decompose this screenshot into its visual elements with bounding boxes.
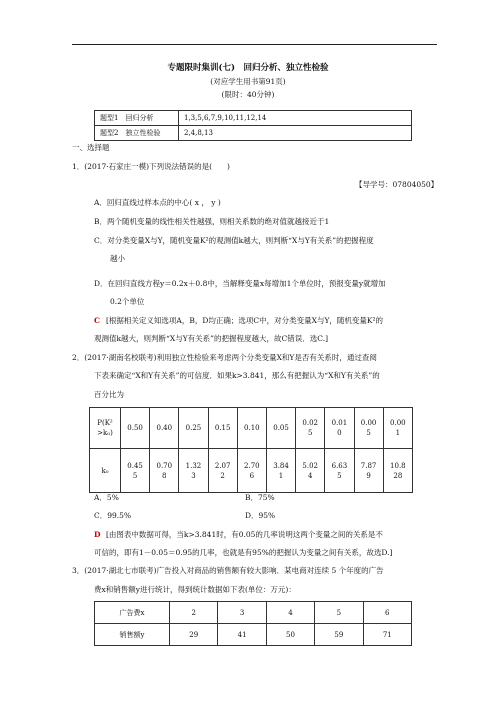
table-cell: 2 [170, 602, 218, 624]
table-cell: 0.05 [266, 408, 295, 449]
advertising-sales-table [94, 601, 412, 646]
table-cell: 0.45 5 [121, 449, 150, 493]
q3-stem-line1: 3．(2017·湖北七市联考)广告投入对商品的销售额有较大影响．某电商对连续 5 个年度的广告 [72, 566, 384, 575]
table-row [90, 449, 413, 493]
table-row [90, 408, 413, 449]
q1-answer-line1: [根据相关定义知选项A，B，D均正确；选项C中，对分类变量X与Y，随机变量K²的 [106, 316, 384, 325]
q2-stem-line2: 下表来确定“X和Y有关系”的可信度．如果k>3.841，那么有把握认为“X和Y有关系”的 [94, 371, 380, 380]
table-cell: 7.87 9 [354, 449, 383, 493]
table-cell: 0.25 [179, 408, 208, 449]
table-cell: 0.00 1 [383, 408, 412, 449]
section-heading: 一、选择题 [72, 143, 110, 152]
q1-option-d-line1: D．在回归直线方程y＝0.2x＋0.8中，当解释变量x每增加1个单位时，预报变量y就增加 [94, 279, 386, 288]
q3-stem-line2: 费x和销售额y进行统计，得到统计数据如下表(单位：万元)： [94, 585, 296, 594]
row-header-k0: k₀ [90, 449, 121, 493]
table-cell: 3 [218, 602, 266, 624]
q1-option-a: A．回归直线过样本点的中心( x ， y ) [94, 198, 221, 207]
q2-option-b: B．75% [245, 493, 275, 502]
q1-answer-line2: 观测值k越大，则判断“X与Y有关系”的把握程度越大，故C错误．选C.] [94, 334, 329, 343]
q1-option-b: B．两个随机变量的线性相关性越强，则相关系数的绝对值就越接近于1 [94, 217, 330, 226]
row-header-probability [90, 408, 121, 449]
type-items: 1,3,5,6,7,9,10,11,12,14 [179, 111, 412, 126]
table-cell: 0.70 8 [150, 449, 179, 493]
q2-answer-line2: 可信的，即有1－0.05＝0.95的几率，也就是有95%的把握认为变量之间有关系，故选D.] [94, 548, 393, 557]
table-cell: 0.10 [237, 408, 266, 449]
table-cell: 10.8 28 [383, 449, 412, 493]
table-cell: 41 [218, 624, 266, 646]
header-line: >k₀) [97, 429, 113, 437]
table-cell: 71 [363, 624, 411, 646]
table-cell: 0.01 0 [325, 408, 354, 449]
time-limit: (限时：40分钟) [221, 90, 275, 99]
table-cell: 59 [315, 624, 363, 646]
q1-option-c-line1: C．对分类变量X与Y，随机变量K²的观测值k越大，则判断“X与Y有关系”的把握程度 [94, 236, 374, 245]
type-label: 题型2 独立性检验 [95, 126, 179, 141]
table-cell: 3.84 1 [266, 449, 295, 493]
q2-stem-line3: 百分比为 [94, 390, 124, 399]
table-cell: 5.02 4 [296, 449, 325, 493]
q1-option-d-line2: 0.2个单位 [110, 297, 145, 306]
guide-number: 【导学号：07804050】 [355, 180, 439, 189]
table-cell: 0.02 5 [296, 408, 325, 449]
table-cell: 0.50 [121, 408, 150, 449]
question-type-table [94, 110, 412, 141]
table-row [95, 126, 412, 141]
type-items: 2,4,8,13 [179, 126, 412, 141]
table-cell: 50 [266, 624, 314, 646]
table-cell: 1.32 3 [179, 449, 208, 493]
table-cell: 0.00 5 [354, 408, 383, 449]
reference-note: (对应学生用书第91页) [210, 77, 286, 86]
row-label-ad-cost: 广告费x [95, 602, 170, 624]
table-row [95, 111, 412, 126]
table-cell: 6 [363, 602, 411, 624]
q2-answer-letter: D [94, 530, 101, 539]
table-cell: 6.63 5 [325, 449, 354, 493]
q2-option-c: C．99.5% [94, 511, 132, 520]
q1-answer-letter: C [94, 316, 100, 325]
q2-option-d: D．95% [245, 511, 276, 520]
q1-option-c-line2: 越小 [110, 254, 125, 263]
table-cell: 5 [315, 602, 363, 624]
page-title: 专题限时集训(七) 回归分析、独立性检验 [167, 63, 329, 73]
row-label-sales: 销售额y [95, 624, 170, 646]
table-cell: 0.40 [150, 408, 179, 449]
table-cell: 0.15 [208, 408, 237, 449]
table-cell: 2.07 2 [208, 449, 237, 493]
header-line: P(K² [97, 419, 113, 427]
table-cell: 29 [170, 624, 218, 646]
type-label: 题型1 回归分析 [95, 111, 179, 126]
table-cell: 4 [266, 602, 314, 624]
q2-option-a: A．5% [94, 493, 119, 502]
table-row [95, 624, 412, 646]
q2-stem-line1: 2．(2017·湖南名校联考)利用独立性检验来考虑两个分类变量X和Y是否有关系时，通过查阅 [72, 353, 377, 362]
q1-stem: 1．(2017·石家庄一模)下列说法错误的是( ) [72, 162, 230, 171]
q2-answer-line1: [由图表中数据可得，当k>3.841时，有0.05的几率说明这两个变量之间的关系是不 [106, 530, 383, 539]
table-row [95, 602, 412, 624]
top-rule [72, 44, 437, 45]
critical-value-table [89, 407, 413, 493]
table-cell: 2.70 6 [237, 449, 266, 493]
